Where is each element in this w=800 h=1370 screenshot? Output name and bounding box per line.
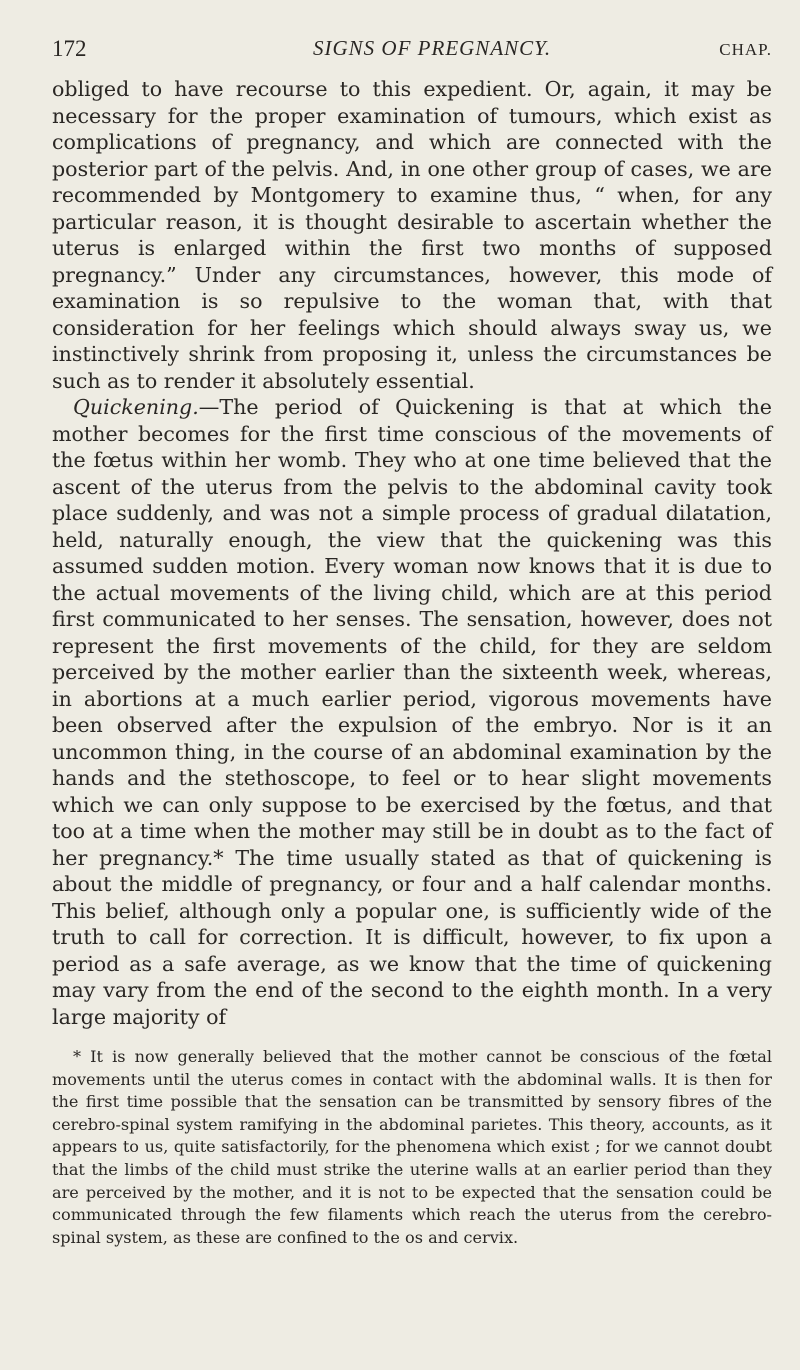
- section-heading-quickening: Quickening.: [73, 395, 199, 419]
- footnotes: [52, 1046, 772, 1249]
- paragraph-continuation: obliged to have recourse to this expedient. Or, again, it may be necessary for the proper examination of tumours, which exist as complications of pregnancy, and which are connected with the posterior part of the pelvis. And, in one other group of cases, we are recommended by Montgomery to examine thus, “ when, for any particular reason, it is thought desirable to ascertain whether the uterus is enlarged within the first two months of supposed pregnancy.” Under any circumstances, however, this mode of examination is so repulsive to the woman that, with that consideration for her feelings which should always sway us, we instinctively shrink from proposing it, unless the circumstances be such as to render it absolutely essential.: [52, 77, 772, 393]
- running-head: [52, 36, 772, 76]
- body-text: [52, 76, 772, 1030]
- paragraph-quickening: [52, 394, 772, 1030]
- book-page: [52, 36, 772, 1249]
- paragraph-quickening-text: —The period of Quickening is that at which the mother becomes for the first time conscious of the movements of the fœtus within her womb. They who at one time believed that the ascent of the uterus from the pelvis to the abdominal cavity took place suddenly, and was not a simple process of gradual dilatation, held, naturally enough, the view that the quickening was this assumed sudden motion. Every woman now knows that it is due to the actual movements of the living child, which are at this period first communicated to her senses. The sensation, however, does not represent the first movements of the child, for they are seldom perceived by the mother earlier than the sixteenth week, whereas, in abortions at a much earlier period, vigorous movements have been observed after the expulsion of the embryo. Nor is it an uncommon thing, in the course of an abdominal examination by the hands and the stethoscope, to feel or to hear slight movements which we can only suppose to be exercised by the fœtus, and that too at a time when the mother may still be in doubt as to the fact of her pregnancy.* The time usually stated as that of quickening is about the middle of pregnancy, or four and a half calendar months. This belief, although only a popular one, is sufficiently wide of the truth to call for correction. It is difficult, however, to fix upon a period as a safe average, as we know that the time of quickening may vary from the end of the second to the eighth month. In a very large majority of: [52, 395, 772, 1029]
- footnote: * It is now generally believed that the mother cannot be conscious of the fœtal movements until the uterus comes in contact with the abdominal walls. It is then for the first time possible that the sensation can be transmitted by sensory fibres of the cerebro-spinal system ramifying in the abdominal parietes. This theory, accounts, as it appears to us, quite satisfactorily, for the phenomena which exist ; for we cannot doubt that the limbs of the child must strike the uterine walls at an earlier period than they are perceived by the mother, and it is not to be expected that the sensation could be communicated through the few filaments which reach the uterus from the cerebro-spinal system, as these are confined to the os and cervix.: [52, 1047, 772, 1247]
- running-title: SIGNS OF PREGNANCY.: [313, 36, 552, 60]
- page-number: 172: [52, 36, 87, 61]
- chapter-label: CHAP.: [719, 40, 772, 59]
